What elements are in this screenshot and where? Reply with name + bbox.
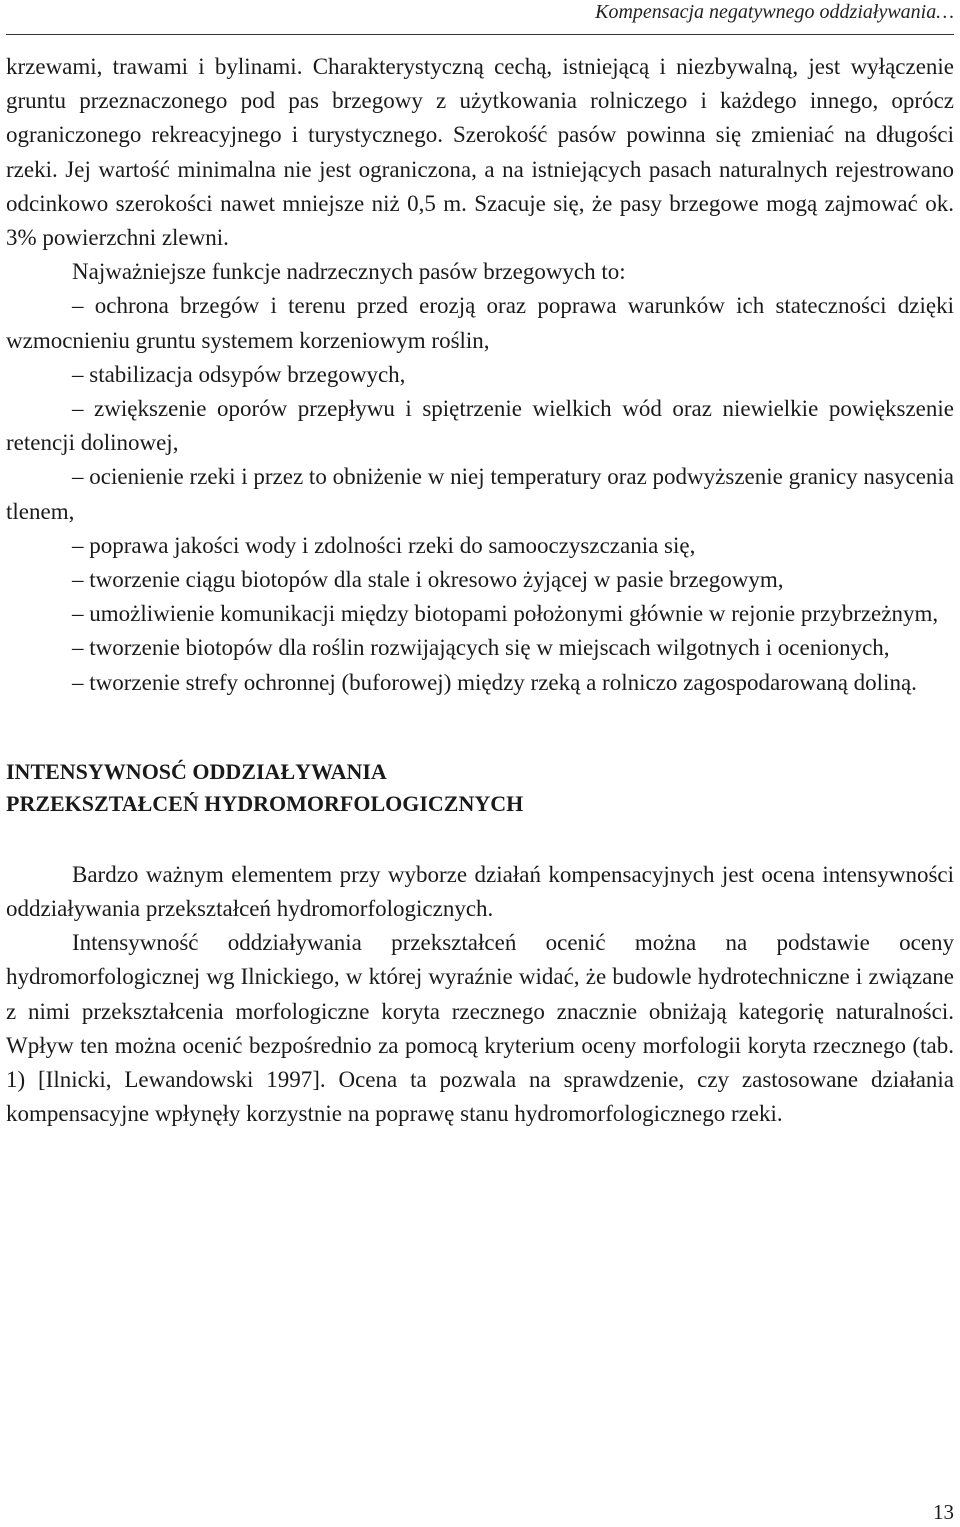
list-item: – tworzenie strefy ochronnej (buforowej) między rzeką a rolniczo zagospodarowaną doliną. <box>72 669 917 695</box>
list-item: – zwiększenie oporów przepływu i spiętrzenie wielkich wód oraz niewielkie powiększenie retencji dolinowej, <box>6 396 954 456</box>
section-heading: PRZEKSZTAŁCEŃ HYDROMORFOLOGICZNYCH <box>6 790 524 816</box>
header-rule <box>6 34 954 35</box>
section-heading: INTENSYWNOSĆ ODDZIAŁYWANIA <box>6 758 387 784</box>
page-number: 13 <box>933 1500 954 1524</box>
list-item: – tworzenie biotopów dla roślin rozwijających się w miejscach wilgotnych i ocenionych, <box>72 635 890 661</box>
paragraph-riparian-strips: krzewami, trawami i bylinami. Charakterystyczną cechą, istniejącą i niezbywalną, jest wyłączenie gruntu przeznaczonego pod pas brzegowy z użytkowania rolniczego i każdego innego, oprócz ograniczonego rekreacyjnego i turystycznego. Szerokość pasów powinna się zmieniać na długości rzeki. Jej wartość minimalna nie jest ograniczona, a na istniejących pasach naturalnych rejestrowano odcinkowo szerokości nawet mniejsze niż 0,5 m. Szacuje się, że pasy brzegowe mogą zajmować ok. 3% powierzchni zlewni. <box>6 54 954 251</box>
page-body <box>6 50 954 1131</box>
heading-spacer <box>6 820 954 858</box>
list-item: – tworzenie ciągu biotopów dla stale i okresowo żyjącej w pasie brzegowym, <box>72 567 784 593</box>
list-item: – ochrona brzegów i terenu przed erozją oraz poprawa warunków ich stateczności dzięki wzmocnieniu gruntu systemem korzeniowym roślin, <box>6 293 954 353</box>
running-header: Kompensacja negatywnego oddziaływania… <box>595 1 954 23</box>
paragraph-intensity-assessment: Intensywność oddziaływania przekształceń ocenić można na podstawie oceny hydromorfologicznej wg Ilnickiego, w której wyraźnie widać, że budowle hydrotechniczne i związane z nimi przekształcenia morfologiczne koryta rzecznego znacznie obniżają kategorię naturalności. Wpływ ten można ocenić bezpośrednio za pomocą kryterium oceny morfologii koryta rzecznego (tab. 1) [Ilnicki, Lewandowski 1997]. Ocena ta pozwala na sprawdzenie, czy zastosowane działania kompensacyjne wpłynęły korzystnie na poprawę stanu hydromorfologicznego rzeki. <box>6 930 954 1127</box>
section-spacer <box>6 700 954 756</box>
list-item: – stabilizacja odsypów brzegowych, <box>72 361 406 387</box>
functions-intro: Najważniejsze funkcje nadrzecznych pasów brzegowych to: <box>72 259 626 285</box>
list-item: – ocienienie rzeki i przez to obniżenie w niej temperatury oraz podwyższenie granicy nasycenia tlenem, <box>6 464 954 524</box>
list-item: – umożliwienie komunikacji między biotopami położonymi głównie w rejonie przybrzeżnym, <box>72 601 939 627</box>
paragraph-importance: Bardzo ważnym elementem przy wyborze działań kompensacyjnych jest ocena intensywności oddziaływania przekształceń hydromorfologicznych. <box>6 861 954 922</box>
list-item: – poprawa jakości wody i zdolności rzeki do samooczyszczania się, <box>72 532 696 558</box>
